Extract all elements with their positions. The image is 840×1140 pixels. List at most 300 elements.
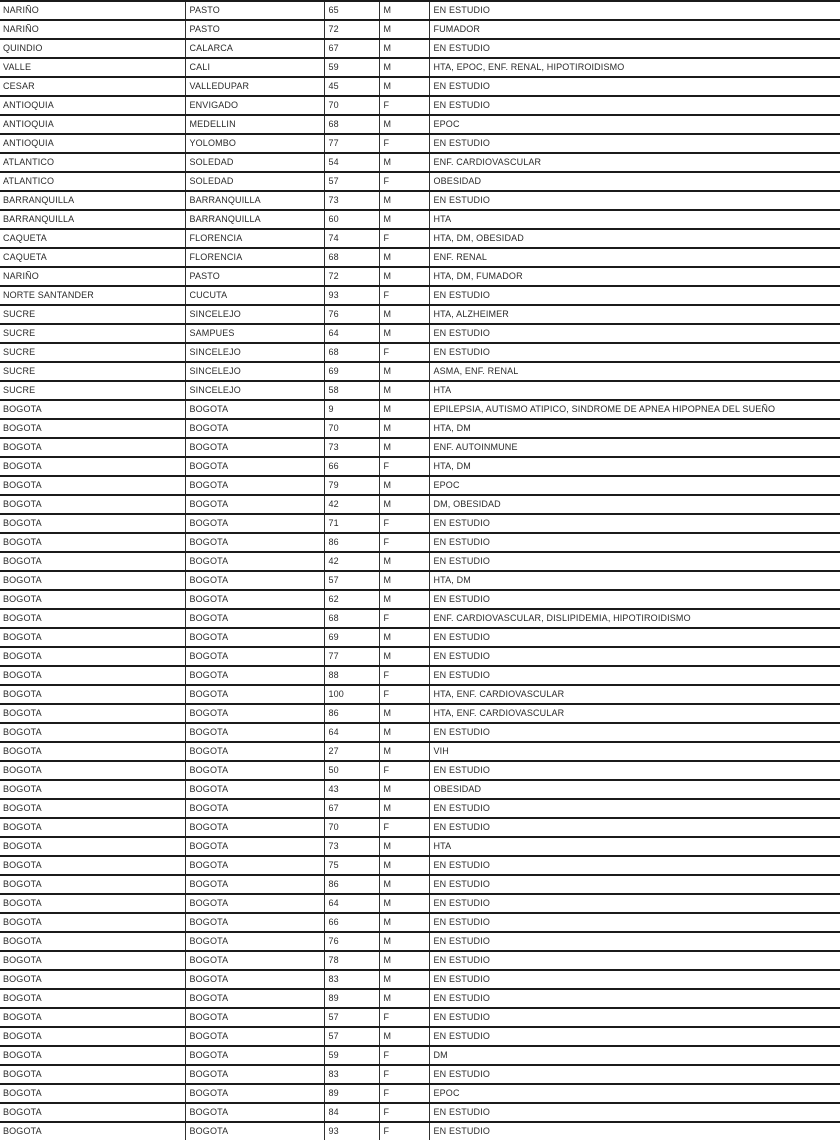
cell-age: 42 bbox=[324, 495, 379, 514]
table-row bbox=[0, 571, 840, 590]
cell-age: 93 bbox=[324, 286, 379, 305]
table-row bbox=[0, 875, 840, 894]
cell-age: 64 bbox=[324, 324, 379, 343]
cell-comorbidities: EN ESTUDIO bbox=[429, 134, 840, 153]
cell-age: 77 bbox=[324, 647, 379, 666]
cell-department: BOGOTA bbox=[0, 1008, 185, 1027]
cell-city: SINCELEJO bbox=[185, 362, 324, 381]
cell-age: 93 bbox=[324, 1122, 379, 1140]
cell-sex: F bbox=[379, 1103, 429, 1122]
table-row bbox=[0, 134, 840, 153]
cell-sex: M bbox=[379, 932, 429, 951]
cell-department: BOGOTA bbox=[0, 1027, 185, 1046]
cell-department: BOGOTA bbox=[0, 818, 185, 837]
cell-sex: F bbox=[379, 609, 429, 628]
table-row bbox=[0, 457, 840, 476]
cell-comorbidities: EN ESTUDIO bbox=[429, 666, 840, 685]
table-row bbox=[0, 970, 840, 989]
cell-city: BOGOTA bbox=[185, 742, 324, 761]
cell-department: BOGOTA bbox=[0, 476, 185, 495]
cell-city: YOLOMBO bbox=[185, 134, 324, 153]
table-row bbox=[0, 780, 840, 799]
cell-comorbidities: EN ESTUDIO bbox=[429, 932, 840, 951]
table-row bbox=[0, 913, 840, 932]
cell-age: 77 bbox=[324, 134, 379, 153]
cell-comorbidities: EN ESTUDIO bbox=[429, 1, 840, 20]
cell-sex: F bbox=[379, 1046, 429, 1065]
cell-age: 64 bbox=[324, 723, 379, 742]
cell-department: QUINDIO bbox=[0, 39, 185, 58]
cell-city: ENVIGADO bbox=[185, 96, 324, 115]
cell-comorbidities: EN ESTUDIO bbox=[429, 951, 840, 970]
cell-sex: M bbox=[379, 723, 429, 742]
cell-sex: M bbox=[379, 970, 429, 989]
table-row bbox=[0, 666, 840, 685]
cell-age: 84 bbox=[324, 1103, 379, 1122]
cell-age: 74 bbox=[324, 229, 379, 248]
cell-comorbidities: EN ESTUDIO bbox=[429, 856, 840, 875]
cell-age: 67 bbox=[324, 39, 379, 58]
cell-department: BOGOTA bbox=[0, 1103, 185, 1122]
table-row bbox=[0, 951, 840, 970]
cell-city: CUCUTA bbox=[185, 286, 324, 305]
cell-city: BOGOTA bbox=[185, 970, 324, 989]
table-row bbox=[0, 495, 840, 514]
cell-department: BOGOTA bbox=[0, 514, 185, 533]
cell-sex: F bbox=[379, 761, 429, 780]
cell-age: 42 bbox=[324, 552, 379, 571]
cell-age: 86 bbox=[324, 875, 379, 894]
cell-department: BOGOTA bbox=[0, 970, 185, 989]
cell-age: 45 bbox=[324, 77, 379, 96]
cell-department: BOGOTA bbox=[0, 400, 185, 419]
cell-sex: M bbox=[379, 495, 429, 514]
table-row bbox=[0, 704, 840, 723]
cell-city: BOGOTA bbox=[185, 1084, 324, 1103]
table-row bbox=[0, 723, 840, 742]
cell-sex: F bbox=[379, 229, 429, 248]
table-row bbox=[0, 381, 840, 400]
table-row bbox=[0, 191, 840, 210]
table-row bbox=[0, 343, 840, 362]
table-row bbox=[0, 1027, 840, 1046]
cell-department: CAQUETA bbox=[0, 229, 185, 248]
cell-comorbidities: EN ESTUDIO bbox=[429, 723, 840, 742]
cell-department: BOGOTA bbox=[0, 533, 185, 552]
cell-sex: M bbox=[379, 1, 429, 20]
cell-age: 75 bbox=[324, 856, 379, 875]
cell-age: 100 bbox=[324, 685, 379, 704]
cell-department: BOGOTA bbox=[0, 552, 185, 571]
cell-department: NARIÑO bbox=[0, 20, 185, 39]
cell-comorbidities: EN ESTUDIO bbox=[429, 1027, 840, 1046]
cell-city: BOGOTA bbox=[185, 951, 324, 970]
table-row bbox=[0, 590, 840, 609]
cell-department: BOGOTA bbox=[0, 723, 185, 742]
cell-age: 62 bbox=[324, 590, 379, 609]
cell-city: BOGOTA bbox=[185, 685, 324, 704]
cell-sex: F bbox=[379, 457, 429, 476]
table-row bbox=[0, 419, 840, 438]
cell-department: BOGOTA bbox=[0, 1122, 185, 1140]
table-row bbox=[0, 438, 840, 457]
cell-comorbidities: ENF. RENAL bbox=[429, 248, 840, 267]
cell-age: 50 bbox=[324, 761, 379, 780]
cell-city: SAMPUES bbox=[185, 324, 324, 343]
cell-age: 57 bbox=[324, 1008, 379, 1027]
cell-comorbidities: HTA, DM bbox=[429, 571, 840, 590]
cell-sex: F bbox=[379, 134, 429, 153]
cell-sex: M bbox=[379, 837, 429, 856]
cell-department: BOGOTA bbox=[0, 951, 185, 970]
cell-city: BOGOTA bbox=[185, 552, 324, 571]
cell-department: ANTIOQUIA bbox=[0, 134, 185, 153]
cell-city: BARRANQUILLA bbox=[185, 210, 324, 229]
cell-city: BOGOTA bbox=[185, 913, 324, 932]
cell-age: 43 bbox=[324, 780, 379, 799]
cell-age: 73 bbox=[324, 438, 379, 457]
table-row bbox=[0, 115, 840, 134]
cell-department: BOGOTA bbox=[0, 894, 185, 913]
cell-comorbidities: DM bbox=[429, 1046, 840, 1065]
cell-comorbidities: EN ESTUDIO bbox=[429, 1008, 840, 1027]
cell-city: VALLEDUPAR bbox=[185, 77, 324, 96]
cell-department: BOGOTA bbox=[0, 780, 185, 799]
cell-comorbidities: EPOC bbox=[429, 1084, 840, 1103]
cell-age: 64 bbox=[324, 894, 379, 913]
table-row bbox=[0, 248, 840, 267]
cell-sex: F bbox=[379, 286, 429, 305]
cell-sex: M bbox=[379, 248, 429, 267]
cell-age: 66 bbox=[324, 457, 379, 476]
cell-city: BOGOTA bbox=[185, 628, 324, 647]
cell-city: BOGOTA bbox=[185, 799, 324, 818]
cell-department: BOGOTA bbox=[0, 647, 185, 666]
cell-department: BOGOTA bbox=[0, 628, 185, 647]
cell-city: BOGOTA bbox=[185, 1046, 324, 1065]
cell-comorbidities: EN ESTUDIO bbox=[429, 1103, 840, 1122]
cell-age: 68 bbox=[324, 115, 379, 134]
cell-city: BOGOTA bbox=[185, 495, 324, 514]
cell-sex: M bbox=[379, 913, 429, 932]
cell-sex: F bbox=[379, 533, 429, 552]
cell-age: 69 bbox=[324, 628, 379, 647]
cell-comorbidities: HTA, DM, FUMADOR bbox=[429, 267, 840, 286]
table-row bbox=[0, 172, 840, 191]
cell-department: BOGOTA bbox=[0, 1084, 185, 1103]
cell-age: 86 bbox=[324, 533, 379, 552]
cell-city: BOGOTA bbox=[185, 856, 324, 875]
cell-sex: M bbox=[379, 419, 429, 438]
cell-department: BOGOTA bbox=[0, 1065, 185, 1084]
cell-sex: M bbox=[379, 115, 429, 134]
cell-comorbidities: EN ESTUDIO bbox=[429, 970, 840, 989]
table-row bbox=[0, 856, 840, 875]
cell-department: BOGOTA bbox=[0, 799, 185, 818]
cell-department: BOGOTA bbox=[0, 495, 185, 514]
cell-department: BOGOTA bbox=[0, 932, 185, 951]
cell-city: BOGOTA bbox=[185, 514, 324, 533]
cell-department: BARRANQUILLA bbox=[0, 191, 185, 210]
cell-city: BOGOTA bbox=[185, 457, 324, 476]
cell-comorbidities: EN ESTUDIO bbox=[429, 799, 840, 818]
cell-comorbidities: EN ESTUDIO bbox=[429, 894, 840, 913]
table-row bbox=[0, 305, 840, 324]
cell-sex: M bbox=[379, 894, 429, 913]
table-row bbox=[0, 324, 840, 343]
cell-age: 70 bbox=[324, 419, 379, 438]
cell-department: SUCRE bbox=[0, 324, 185, 343]
cell-department: BARRANQUILLA bbox=[0, 210, 185, 229]
cell-age: 70 bbox=[324, 96, 379, 115]
cell-sex: M bbox=[379, 628, 429, 647]
cell-sex: M bbox=[379, 362, 429, 381]
cell-comorbidities: EN ESTUDIO bbox=[429, 343, 840, 362]
cell-sex: M bbox=[379, 400, 429, 419]
cell-city: BOGOTA bbox=[185, 1122, 324, 1140]
cell-city: FLORENCIA bbox=[185, 229, 324, 248]
cell-sex: M bbox=[379, 647, 429, 666]
cell-department: ATLANTICO bbox=[0, 153, 185, 172]
cell-department: BOGOTA bbox=[0, 685, 185, 704]
cell-age: 69 bbox=[324, 362, 379, 381]
table-row bbox=[0, 39, 840, 58]
cell-sex: M bbox=[379, 305, 429, 324]
cell-city: BOGOTA bbox=[185, 837, 324, 856]
cell-age: 57 bbox=[324, 1027, 379, 1046]
cell-department: BOGOTA bbox=[0, 590, 185, 609]
cell-comorbidities: EN ESTUDIO bbox=[429, 1122, 840, 1140]
cell-age: 9 bbox=[324, 400, 379, 419]
cell-comorbidities: EN ESTUDIO bbox=[429, 96, 840, 115]
cell-comorbidities: EPOC bbox=[429, 115, 840, 134]
cell-sex: M bbox=[379, 210, 429, 229]
cell-sex: M bbox=[379, 951, 429, 970]
table-row bbox=[0, 96, 840, 115]
cell-department: NORTE SANTANDER bbox=[0, 286, 185, 305]
cell-department: BOGOTA bbox=[0, 856, 185, 875]
cell-department: BOGOTA bbox=[0, 913, 185, 932]
cell-sex: M bbox=[379, 590, 429, 609]
cell-sex: M bbox=[379, 989, 429, 1008]
cell-comorbidities: ENF. AUTOINMUNE bbox=[429, 438, 840, 457]
cell-comorbidities: HTA, DM, OBESIDAD bbox=[429, 229, 840, 248]
cell-comorbidities: EN ESTUDIO bbox=[429, 818, 840, 837]
cell-sex: M bbox=[379, 381, 429, 400]
cell-comorbidities: EN ESTUDIO bbox=[429, 533, 840, 552]
cell-age: 78 bbox=[324, 951, 379, 970]
cell-city: FLORENCIA bbox=[185, 248, 324, 267]
cell-age: 60 bbox=[324, 210, 379, 229]
cell-age: 73 bbox=[324, 837, 379, 856]
cell-city: CALI bbox=[185, 58, 324, 77]
cell-sex: F bbox=[379, 343, 429, 362]
cell-sex: M bbox=[379, 191, 429, 210]
cell-comorbidities: EN ESTUDIO bbox=[429, 514, 840, 533]
table-row bbox=[0, 1046, 840, 1065]
table-row bbox=[0, 685, 840, 704]
cell-comorbidities: HTA, EPOC, ENF. RENAL, HIPOTIROIDISMO bbox=[429, 58, 840, 77]
table-row bbox=[0, 799, 840, 818]
cell-sex: F bbox=[379, 1084, 429, 1103]
cell-city: SOLEDAD bbox=[185, 172, 324, 191]
cell-sex: M bbox=[379, 704, 429, 723]
cell-city: BOGOTA bbox=[185, 780, 324, 799]
cell-comorbidities: HTA, ALZHEIMER bbox=[429, 305, 840, 324]
cell-city: BOGOTA bbox=[185, 533, 324, 552]
cell-age: 27 bbox=[324, 742, 379, 761]
cell-age: 88 bbox=[324, 666, 379, 685]
cell-comorbidities: EN ESTUDIO bbox=[429, 628, 840, 647]
cell-department: BOGOTA bbox=[0, 457, 185, 476]
cell-sex: M bbox=[379, 1027, 429, 1046]
cell-department: BOGOTA bbox=[0, 761, 185, 780]
table-row bbox=[0, 818, 840, 837]
cell-comorbidities: HTA, ENF. CARDIOVASCULAR bbox=[429, 685, 840, 704]
cell-sex: M bbox=[379, 20, 429, 39]
table-row bbox=[0, 1065, 840, 1084]
cell-city: BOGOTA bbox=[185, 704, 324, 723]
cell-age: 68 bbox=[324, 248, 379, 267]
cell-comorbidities: EN ESTUDIO bbox=[429, 989, 840, 1008]
cell-city: SINCELEJO bbox=[185, 305, 324, 324]
cell-comorbidities: EN ESTUDIO bbox=[429, 1065, 840, 1084]
table-row bbox=[0, 210, 840, 229]
cell-city: BOGOTA bbox=[185, 1027, 324, 1046]
cell-department: BOGOTA bbox=[0, 438, 185, 457]
cell-sex: F bbox=[379, 1122, 429, 1140]
cell-department: BOGOTA bbox=[0, 571, 185, 590]
cell-department: BOGOTA bbox=[0, 666, 185, 685]
cell-sex: M bbox=[379, 799, 429, 818]
cell-comorbidities: OBESIDAD bbox=[429, 780, 840, 799]
table-row bbox=[0, 1084, 840, 1103]
table-row bbox=[0, 1008, 840, 1027]
cell-department: BOGOTA bbox=[0, 1046, 185, 1065]
cell-city: BOGOTA bbox=[185, 875, 324, 894]
cell-comorbidities: EN ESTUDIO bbox=[429, 552, 840, 571]
cell-city: BOGOTA bbox=[185, 932, 324, 951]
table-row bbox=[0, 742, 840, 761]
cell-sex: M bbox=[379, 77, 429, 96]
cell-city: SOLEDAD bbox=[185, 153, 324, 172]
table-row bbox=[0, 286, 840, 305]
cell-department: BOGOTA bbox=[0, 837, 185, 856]
cell-sex: F bbox=[379, 666, 429, 685]
cell-comorbidities: HTA, ENF. CARDIOVASCULAR bbox=[429, 704, 840, 723]
cell-sex: M bbox=[379, 742, 429, 761]
table-row bbox=[0, 761, 840, 780]
table-row bbox=[0, 58, 840, 77]
cell-age: 72 bbox=[324, 20, 379, 39]
cell-sex: F bbox=[379, 172, 429, 191]
cell-age: 66 bbox=[324, 913, 379, 932]
table-row bbox=[0, 77, 840, 96]
cell-age: 89 bbox=[324, 989, 379, 1008]
cell-age: 79 bbox=[324, 476, 379, 495]
cell-age: 68 bbox=[324, 609, 379, 628]
cell-age: 83 bbox=[324, 970, 379, 989]
cell-city: BOGOTA bbox=[185, 989, 324, 1008]
cell-city: PASTO bbox=[185, 267, 324, 286]
cell-department: BOGOTA bbox=[0, 609, 185, 628]
cell-comorbidities: EN ESTUDIO bbox=[429, 647, 840, 666]
cell-department: BOGOTA bbox=[0, 419, 185, 438]
cell-city: BOGOTA bbox=[185, 571, 324, 590]
cell-sex: M bbox=[379, 875, 429, 894]
cell-comorbidities: EN ESTUDIO bbox=[429, 761, 840, 780]
cell-sex: M bbox=[379, 39, 429, 58]
cell-city: BOGOTA bbox=[185, 761, 324, 780]
cell-comorbidities: HTA bbox=[429, 837, 840, 856]
table-row bbox=[0, 362, 840, 381]
cell-city: SINCELEJO bbox=[185, 381, 324, 400]
cell-city: MEDELLIN bbox=[185, 115, 324, 134]
cell-age: 71 bbox=[324, 514, 379, 533]
table-row bbox=[0, 476, 840, 495]
cell-age: 67 bbox=[324, 799, 379, 818]
cell-city: BOGOTA bbox=[185, 609, 324, 628]
cell-age: 83 bbox=[324, 1065, 379, 1084]
cell-department: SUCRE bbox=[0, 343, 185, 362]
cell-sex: F bbox=[379, 1065, 429, 1084]
cell-department: ANTIOQUIA bbox=[0, 96, 185, 115]
cell-sex: M bbox=[379, 780, 429, 799]
cell-sex: M bbox=[379, 552, 429, 571]
cell-department: NARIÑO bbox=[0, 267, 185, 286]
cell-sex: M bbox=[379, 267, 429, 286]
table-row bbox=[0, 514, 840, 533]
cell-city: BOGOTA bbox=[185, 590, 324, 609]
cell-comorbidities: VIH bbox=[429, 742, 840, 761]
cell-sex: F bbox=[379, 818, 429, 837]
cell-department: SUCRE bbox=[0, 305, 185, 324]
cell-age: 57 bbox=[324, 571, 379, 590]
table-row bbox=[0, 989, 840, 1008]
cell-city: BOGOTA bbox=[185, 1008, 324, 1027]
cell-department: BOGOTA bbox=[0, 704, 185, 723]
cell-city: BOGOTA bbox=[185, 419, 324, 438]
cell-city: BOGOTA bbox=[185, 894, 324, 913]
cell-comorbidities: HTA bbox=[429, 210, 840, 229]
cell-comorbidities: HTA bbox=[429, 381, 840, 400]
table-row bbox=[0, 1122, 840, 1140]
cell-department: BOGOTA bbox=[0, 875, 185, 894]
cell-age: 65 bbox=[324, 1, 379, 20]
table-row bbox=[0, 1103, 840, 1122]
table-row bbox=[0, 647, 840, 666]
cell-sex: F bbox=[379, 514, 429, 533]
table-row bbox=[0, 533, 840, 552]
cell-comorbidities: EPILEPSIA, AUTISMO ATIPICO, SINDROME DE APNEA HIPOPNEA DEL SUEÑO bbox=[429, 400, 840, 419]
cell-comorbidities: ASMA, ENF. RENAL bbox=[429, 362, 840, 381]
cell-age: 59 bbox=[324, 1046, 379, 1065]
cell-comorbidities: EN ESTUDIO bbox=[429, 39, 840, 58]
cell-city: BOGOTA bbox=[185, 400, 324, 419]
table-body bbox=[0, 1, 840, 1140]
table-row bbox=[0, 20, 840, 39]
cell-age: 58 bbox=[324, 381, 379, 400]
table-row bbox=[0, 837, 840, 856]
cell-city: BOGOTA bbox=[185, 438, 324, 457]
cell-department: NARIÑO bbox=[0, 1, 185, 20]
cell-comorbidities: EN ESTUDIO bbox=[429, 590, 840, 609]
cell-age: 76 bbox=[324, 932, 379, 951]
table-row bbox=[0, 153, 840, 172]
cell-age: 86 bbox=[324, 704, 379, 723]
cell-comorbidities: HTA, DM bbox=[429, 419, 840, 438]
cell-sex: M bbox=[379, 856, 429, 875]
